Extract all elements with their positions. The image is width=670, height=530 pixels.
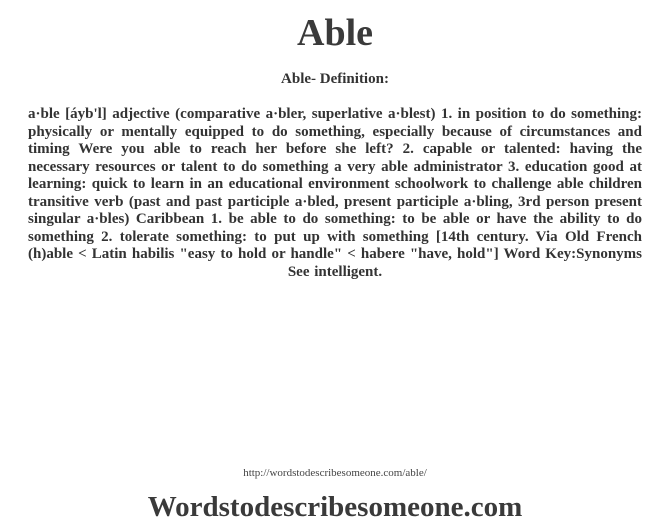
definition-text: a·ble [áyb'l] adjective (comparative a·bler, superlative a·blest) 1. in position to do something: physically or mentally equipped to do something, especially because of circumstances and timing Were you able to reach her before she left? 2. capable or talented: having the necessary resources or talent to do something a very able administrator 3. education good at learning: quick to learn in an educational environment schoolwork to challenge able children transitive verb (past and past participle a·bled, present participle a·bling, 3rd person present singular a·bles) Caribbean 1. be able to do something: to be able or have the ability to do something 2. tolerate something: to put up with something [14th century. Via Old French (h)able < Latin habilis "easy to hold or handle" < habere "have, hold"] Word Key:Synonyms See intelligent. bbox=[28, 106, 642, 280]
definition-heading: Able- Definition: bbox=[281, 71, 389, 87]
source-url: http://wordstodescribesomeone.com/able/ bbox=[243, 467, 427, 479]
page-title: Able bbox=[297, 12, 373, 54]
site-name: Wordstodescribesomeone.com bbox=[147, 491, 523, 523]
